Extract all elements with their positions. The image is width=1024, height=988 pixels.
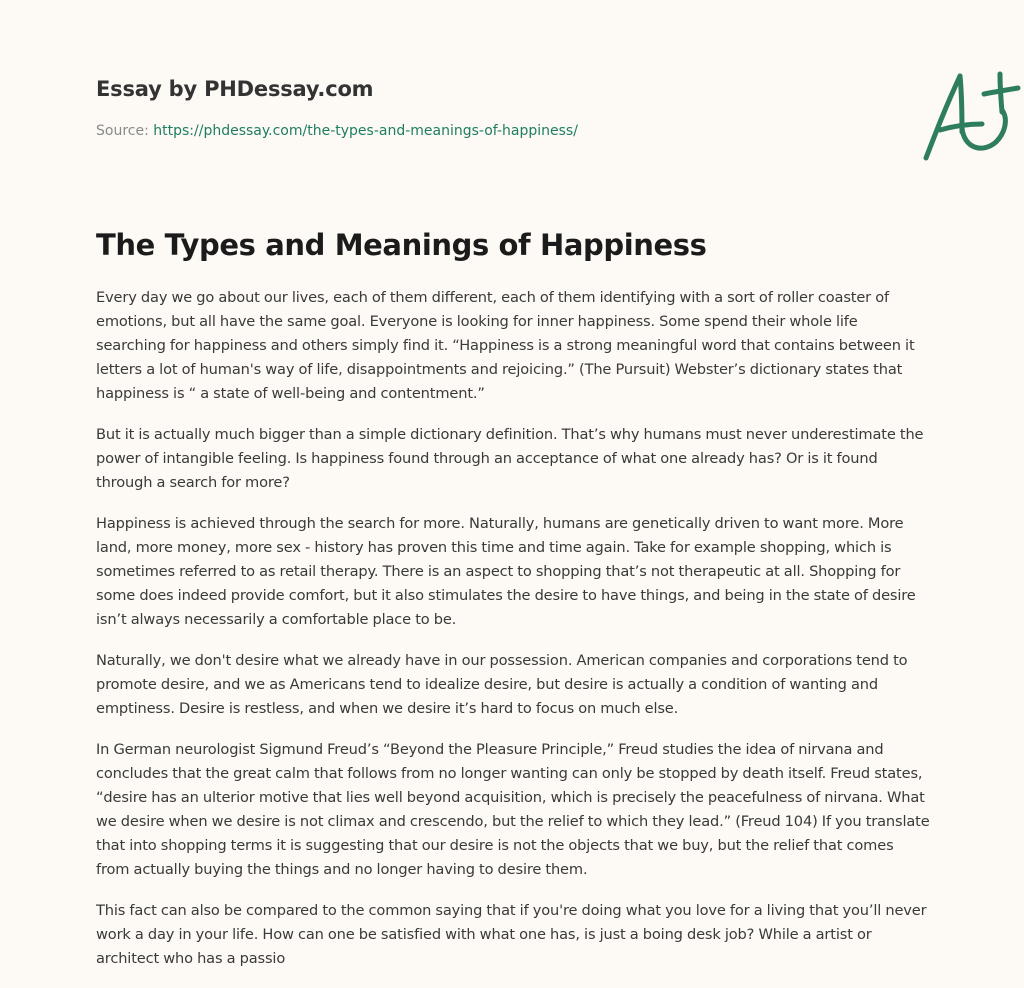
source-label: Source: [96,123,149,139]
essay-paragraph: Naturally, we don't desire what we already have in our possession. American companies and corporations tend to promote desire, and we as Americans tend to idealize desire, but desire is actually a condition of wanting and emptiness. Desire is restless, and when we desire it’s hard to focus on much else. [96,652,908,717]
essay-title: The Types and Meanings of Happiness [96,228,707,262]
essay-paragraph: Every day we go about our lives, each of them different, each of them identifying with a sort of roller coaster of emotions, but all have the same goal. Everyone is looking for inner happiness. Some spend their whole life searching for happiness and others simply find it. “Happiness is a strong meaningful word that contains between it letters a lot of human's way of life, disappointments and rejoicing.” (The Pursuit) Webster’s dictionary states that happiness is “ a state of well-being and contentment.” [96,289,915,402]
site-title: Essay by PHDessay.com [96,77,374,101]
source-line [96,123,578,139]
a-plus-grade-icon [914,66,1024,166]
essay-paragraph: This fact can also be compared to the common saying that if you're doing what you love for a living that you’ll never work a day in your life. How can one be satisfied with what one has, is just a boing desk job? While a artist or architect who has a passio [96,902,927,967]
essay-body [96,286,930,988]
essay-paragraph: In German neurologist Sigmund Freud’s “Beyond the Pleasure Principle,” Freud studies the idea of nirvana and concludes that the great calm that follows from no longer wanting can only be stopped by death itself. Freud states, “desire has an ulterior motive that lies well beyond acquisition, which is precisely the peacefulness of nirvana. What we desire when we desire is not climax and crescendo, but the relief to which they lead.” (Freud 104) If you translate that into shopping terms it is suggesting that our desire is not the objects that we buy, but the relief that comes from actually buying the things and no longer having to desire them. [96,741,930,878]
source-link[interactable]: https://phdessay.com/the-types-and-meanings-of-happiness/ [153,123,578,139]
essay-paragraph: But it is actually much bigger than a simple dictionary definition. That’s why humans must never underestimate the power of intangible feeling. Is happiness found through an acceptance of what one already has? Or is it found through a search for more? [96,426,924,491]
essay-paragraph: Happiness is achieved through the search for more. Naturally, humans are genetically driven to want more. More land, more money, more sex - history has proven this time and time again. Take for example shopping, which is sometimes referred to as retail therapy. There is an aspect to shopping that’s not therapeutic at all. Shopping for some does indeed provide comfort, but it also stimulates the desire to have things, and being in the state of desire isn’t always necessarily a comfortable place to be. [96,515,916,628]
